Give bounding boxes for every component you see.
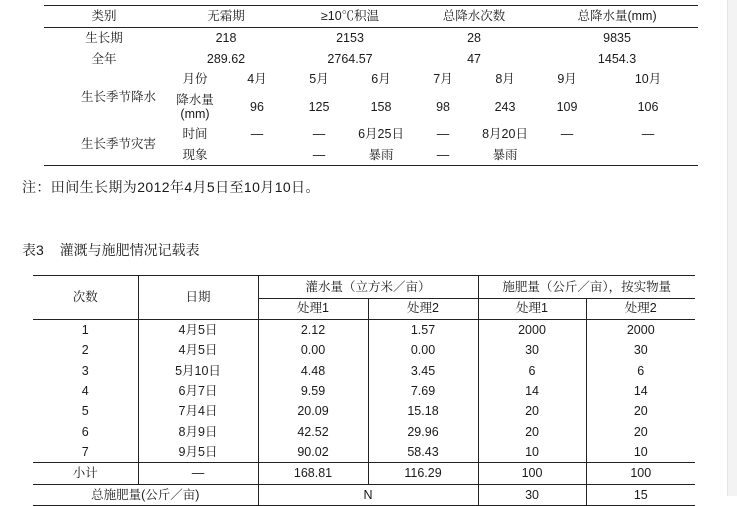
cell-subtotal-fer2: 100: [586, 463, 695, 484]
table-2: [44, 5, 698, 166]
cell-fer1: 10: [478, 442, 586, 463]
cell-precip-9: 109: [556, 99, 578, 114]
th-fertilizer: 施肥量（公斤／亩），按实物量: [478, 276, 695, 299]
cell-date: 4月5日: [138, 319, 258, 340]
sub-label-precip-mm: 降水量(mm): [176, 92, 214, 121]
cell-disaster-phen-10: [598, 145, 698, 166]
cell-total-precip: 1454.3: [597, 51, 637, 66]
cell-disaster-time-8: 8月20日: [482, 127, 528, 142]
cell-total-nutrient: N: [258, 484, 478, 505]
table-row: [33, 442, 695, 463]
cell-irr2: 29.96: [368, 422, 478, 442]
cell-month-8: 8月: [495, 72, 515, 87]
cell-fer1: 2000: [478, 319, 586, 340]
cell-irr1: 2.12: [258, 319, 368, 340]
cell-no: 4: [81, 383, 89, 398]
cell-frost-free: 289.62: [206, 51, 246, 66]
cell-date: 5月10日: [138, 361, 258, 381]
cell-irr1: 20.09: [258, 401, 368, 421]
table-row: [44, 49, 698, 69]
cell-irr2: 0.00: [368, 340, 478, 360]
cell-disaster-time-5: —: [312, 127, 326, 142]
cell-disaster-phen-9: [536, 145, 598, 166]
cell-irr1: 9.59: [258, 381, 368, 401]
cell-subtotal-label: 小计: [33, 463, 138, 484]
cell-date: 8月9日: [138, 422, 258, 442]
cell-no: 2: [81, 343, 89, 358]
cell-precip-6: 158: [370, 99, 392, 114]
table-row-subtotal: [33, 463, 695, 484]
cell-date: 7月4日: [138, 401, 258, 421]
table-row: [44, 69, 698, 89]
cell-fer2: 6: [586, 361, 695, 381]
cell-subtotal-irr1: 168.81: [258, 463, 368, 484]
table-row: [33, 361, 695, 381]
cell-date: 4月5日: [138, 340, 258, 360]
cell-month-4: 4月: [247, 72, 267, 87]
cell-no: 3: [81, 363, 89, 378]
table-row: [44, 28, 698, 49]
cell-irr1: 90.02: [258, 442, 368, 463]
cell-fer1: 14: [478, 381, 586, 401]
cell-precip-count: 47: [467, 51, 481, 66]
cell-no: 6: [81, 424, 89, 439]
cell-precip-4: 96: [250, 99, 264, 114]
cell-disaster-time-7: —: [436, 127, 450, 142]
table-row: [33, 422, 695, 442]
cell-irr2: 58.43: [368, 442, 478, 463]
cell-date: 9月5日: [138, 442, 258, 463]
cell-disaster-phen-4: [226, 145, 288, 166]
cell-total-fer1: 30: [478, 484, 586, 505]
th-date: 日期: [138, 276, 258, 320]
table-2-note: 注：田间生长期为2012年4月5日至10月10日。: [22, 179, 320, 195]
table-row: [33, 319, 695, 340]
cell-subtotal-irr2: 116.29: [368, 463, 478, 484]
cell-accumulated-temp: 2153: [336, 31, 364, 46]
cell-precip-10: 106: [637, 99, 659, 114]
cell-disaster-phen-6: 暴雨: [368, 147, 394, 162]
th-fertilizer-treat1: 处理1: [478, 299, 586, 319]
cell-month-10: 10月: [634, 72, 662, 87]
row-label-season-disaster: 生长季节灾害: [80, 137, 156, 152]
table-3-caption: [22, 240, 200, 260]
table-row: [33, 340, 695, 360]
cell-no: 1: [81, 322, 89, 337]
cell-disaster-time-9: —: [560, 127, 574, 142]
cell-date: 6月7日: [138, 381, 258, 401]
cell-month-9: 9月: [557, 72, 577, 87]
cell-month-5: 5月: [309, 72, 329, 87]
cell-fer1: 30: [478, 340, 586, 360]
th-category: 类别: [44, 6, 164, 28]
cell-fer1: 20: [478, 401, 586, 421]
cell-precip-count: 28: [467, 31, 481, 46]
cell-month-6: 6月: [371, 72, 391, 87]
cell-disaster-phen-8: 暴雨: [492, 147, 518, 162]
table-3: [33, 275, 695, 506]
row-label-whole-year: 全年: [91, 51, 117, 66]
row-label-season-precip: 生长季节降水: [80, 89, 156, 104]
cell-disaster-phen-5: —: [312, 147, 326, 162]
cell-disaster-time-4: —: [250, 127, 264, 142]
cell-subtotal-fer1: 100: [478, 463, 586, 484]
cell-fer2: 20: [586, 401, 695, 421]
cell-irr2: 15.18: [368, 401, 478, 421]
cell-fer2: 30: [586, 340, 695, 360]
table-row: [33, 401, 695, 421]
cell-fer1: 20: [478, 422, 586, 442]
table-2-header-row: [44, 6, 698, 28]
cell-accumulated-temp: 2764.57: [327, 51, 373, 66]
cell-irr2: 1.57: [368, 319, 478, 340]
cell-no: 7: [81, 445, 89, 459]
table-3-header-row: [33, 276, 695, 299]
table-row: [44, 124, 698, 144]
cell-precip-5: 125: [308, 99, 330, 114]
table-3-number: 表3: [22, 242, 44, 258]
table-3-title: 灌溉与施肥情况记载表: [59, 242, 200, 258]
table-row: [33, 381, 695, 401]
th-frost-free: 无霜期: [164, 6, 288, 28]
cell-total-fer2: 15: [586, 484, 695, 505]
cell-fer2: 20: [586, 422, 695, 442]
sub-label-month: 月份: [182, 72, 208, 87]
cell-disaster-phen-7: —: [436, 147, 450, 162]
th-accumulated-temp: ≥10℃积温: [288, 6, 412, 28]
cell-irr1: 42.52: [258, 422, 368, 442]
cell-fer1: 6: [478, 361, 586, 381]
cell-total-precip: 9835: [603, 31, 631, 46]
sub-label-phenomenon: 现象: [182, 147, 208, 162]
scrollbar-track[interactable]: [727, 0, 737, 496]
th-precip-count: 总降水次数: [412, 6, 536, 28]
cell-subtotal-date: —: [138, 463, 258, 484]
cell-no: 5: [81, 404, 89, 419]
cell-fer2: 10: [586, 442, 695, 463]
cell-irr2: 3.45: [368, 361, 478, 381]
cell-total-label: 总施肥量(公斤／亩): [33, 484, 258, 505]
cell-frost-free: 218: [215, 31, 237, 46]
th-irrigation-treat1: 处理1: [258, 299, 368, 319]
th-irrigation: 灌水量（立方米／亩）: [258, 276, 478, 299]
row-label-growing-period: 生长期: [85, 31, 123, 46]
cell-fer2: 2000: [586, 319, 695, 340]
cell-irr1: 4.48: [258, 361, 368, 381]
table-3-container: [33, 275, 695, 506]
th-total-precip: 总降水量(mm): [536, 6, 698, 28]
th-irrigation-treat2: 处理2: [368, 299, 478, 319]
th-count: 次数: [33, 276, 138, 320]
sub-label-time: 时间: [182, 127, 208, 142]
cell-disaster-time-6: 6月25日: [358, 127, 404, 142]
cell-irr2: 7.69: [368, 381, 478, 401]
cell-irr1: 0.00: [258, 340, 368, 360]
cell-fer2: 14: [586, 381, 695, 401]
cell-month-7: 7月: [433, 72, 453, 87]
table-2-container: [44, 5, 698, 166]
cell-precip-7: 98: [436, 99, 450, 114]
cell-disaster-time-10: —: [641, 127, 655, 142]
table-row-total: [33, 484, 695, 505]
cell-precip-8: 243: [494, 99, 516, 114]
th-fertilizer-treat2: 处理2: [586, 299, 695, 319]
